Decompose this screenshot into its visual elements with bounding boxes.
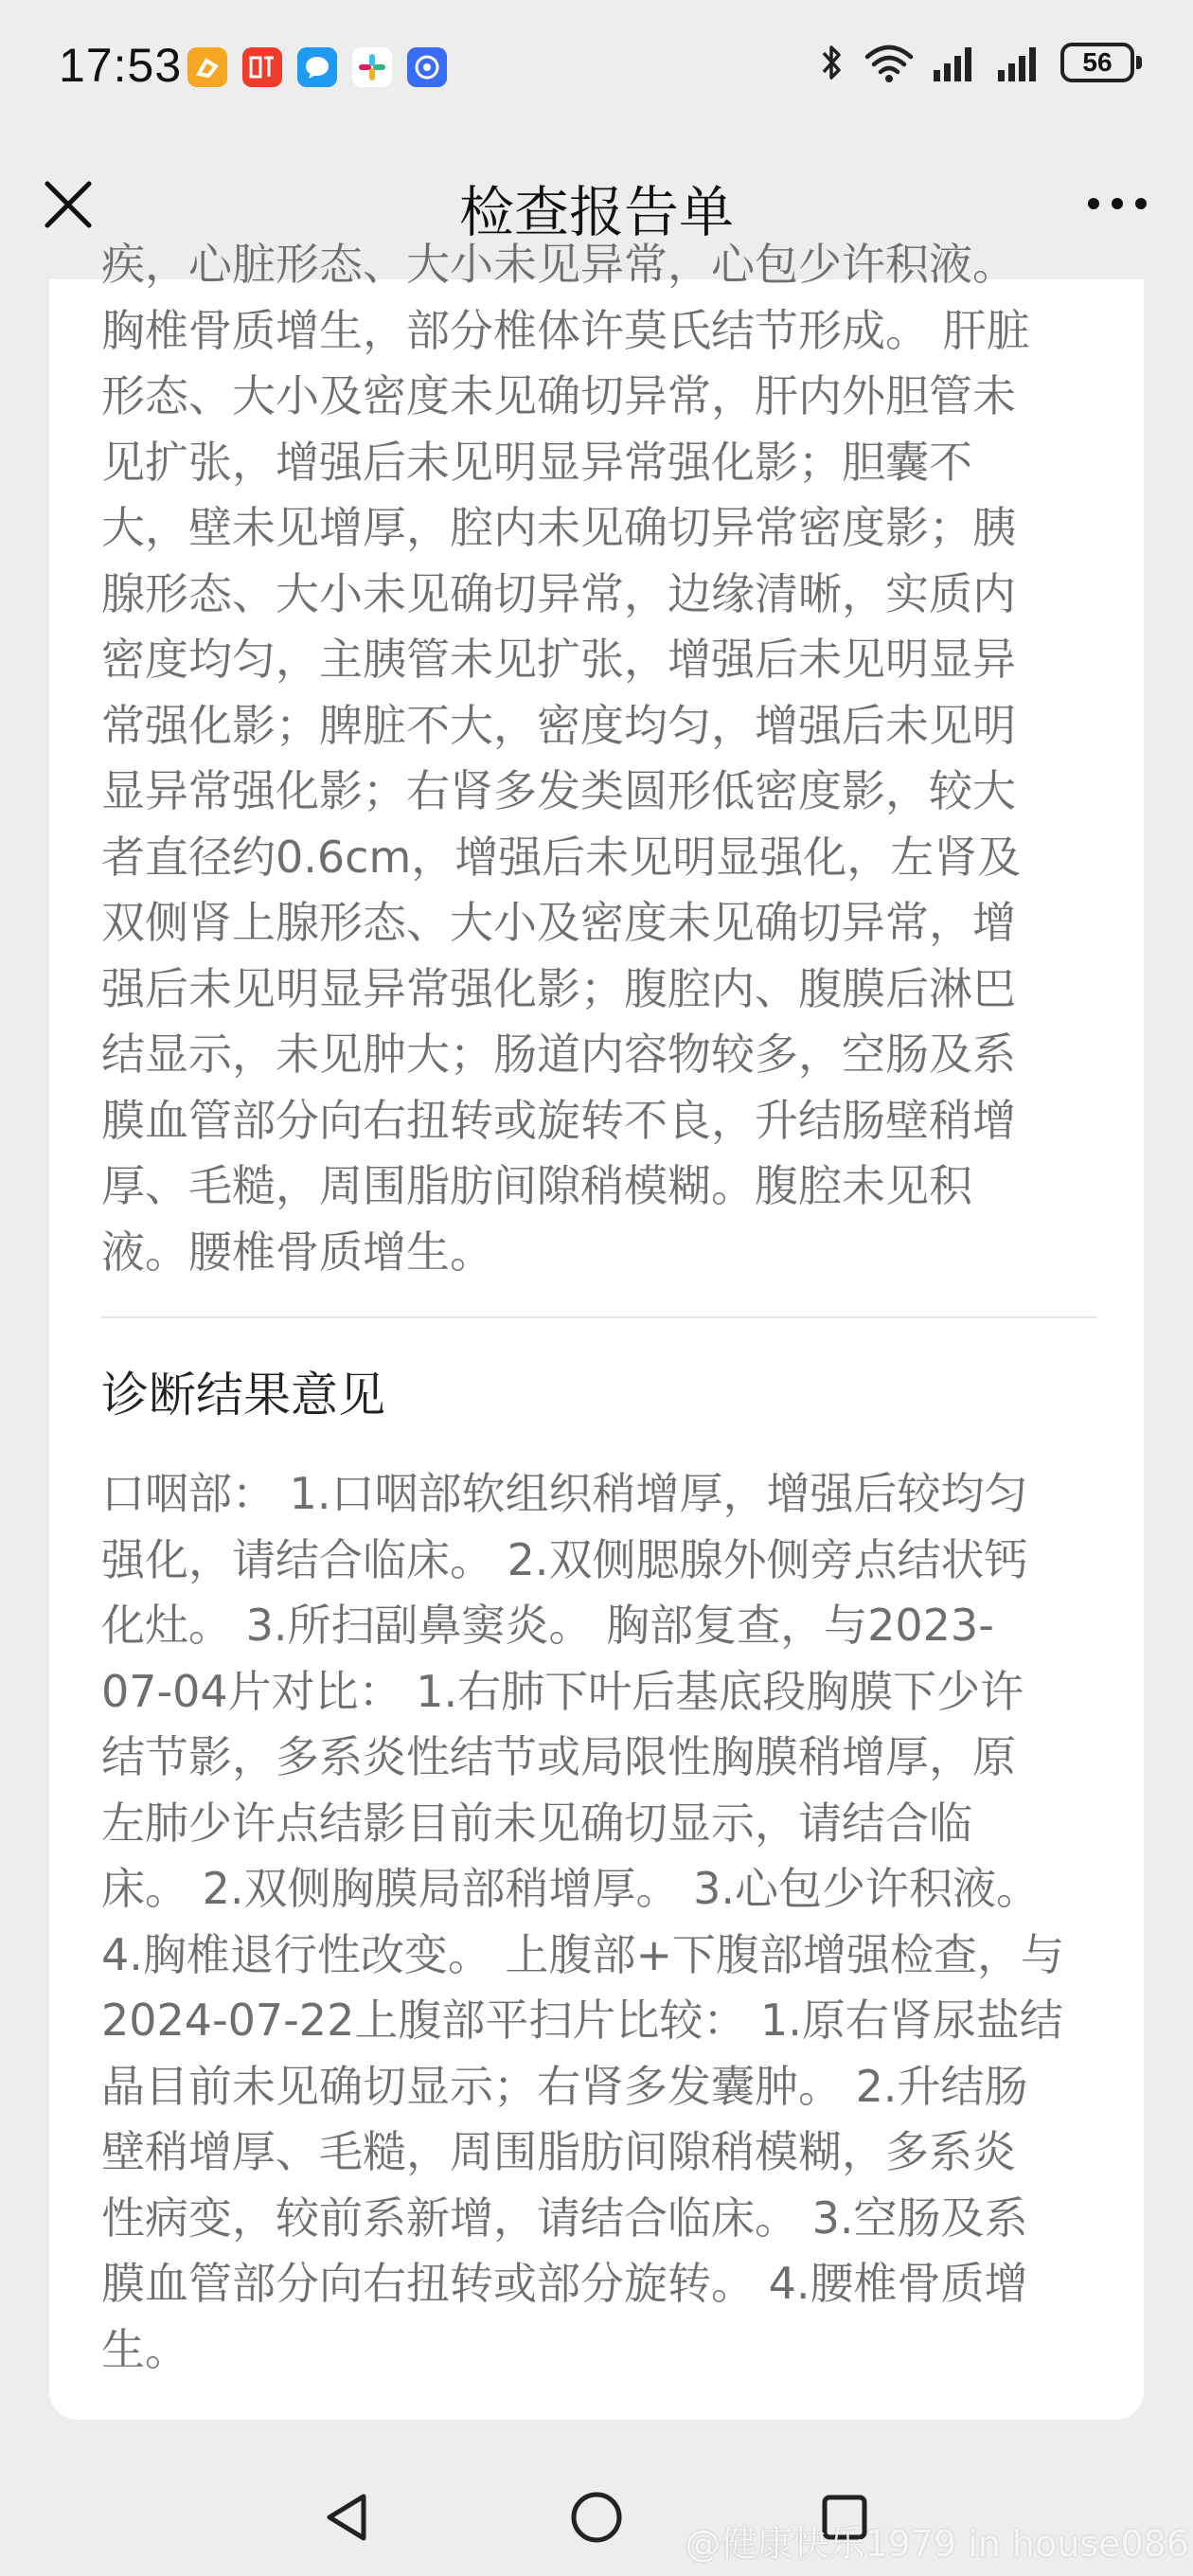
conclusion-title: 诊断结果意见 bbox=[101, 1368, 385, 1422]
status-indicators bbox=[818, 42, 1134, 83]
app-icon-blue bbox=[407, 47, 447, 87]
signal-icon-2 bbox=[996, 42, 1043, 83]
more-icon bbox=[1084, 194, 1150, 213]
app-icon-slack bbox=[352, 47, 392, 87]
back-button[interactable] bbox=[309, 2479, 384, 2555]
conclusion-text: 口咽部： 1.口咽部软组织稍增厚，增强后较均匀 强化，请结合临床。 2.双侧腮腺外侧旁点结状钙 化灶。 3.所扫副鼻窦炎。 胸部复查，与2023- 07-04片对比： 1.右肺下叶后基底段胸膜下少许 结节影，多系炎性结节或局限性胸膜稍增厚，原 左肺少许点结影目前未见确切显示，请结合临 床。 2.双侧胸膜局部稍增厚。 3.心包少许积液。 4.胸椎退行性改变。 上腹部+下腹部增强检查，与 2024-07-22上腹部平扫片比较： 1.原右肾尿盐结 晶目前未见确切显示；右肾多发囊肿。 2.升结肠 壁稍增厚、毛糙，周围脂肪间隙稍模糊，多系炎 性病变，较前系新增，请结合临床。 3.空肠及系 膜血管部分向右扭转或部分旋转。 4.腰椎骨质增 生。 bbox=[101, 1468, 1065, 2375]
back-icon bbox=[322, 2491, 371, 2544]
section-divider bbox=[101, 1316, 1097, 1318]
battery-level: 56 bbox=[1082, 47, 1113, 77]
app-icon-listen bbox=[242, 47, 282, 87]
app-icon-orange bbox=[187, 47, 227, 87]
home-button[interactable] bbox=[559, 2479, 634, 2555]
signal-icon-1 bbox=[932, 42, 979, 83]
page-title: 检查报告单 bbox=[458, 180, 734, 244]
bluetooth-icon bbox=[818, 42, 846, 83]
app-icon-chat bbox=[297, 47, 337, 87]
home-icon bbox=[570, 2491, 623, 2544]
more-options-button[interactable] bbox=[1079, 175, 1155, 232]
report-card bbox=[49, 239, 1144, 2420]
watermark: @健康快乐1979 in house086 bbox=[685, 2523, 1189, 2565]
status-bar bbox=[0, 0, 1193, 137]
notification-icons bbox=[187, 47, 447, 87]
wifi-icon bbox=[864, 42, 915, 83]
battery-tip bbox=[1136, 56, 1142, 69]
findings-text: 疾，心脏形态、大小未见异常，心包少许积液。 胸椎骨质增生，部分椎体许莫氏结节形成。 肝脏 形态、大小及密度未见确切异常，肝内外胆管未 见扩张，增强后未见明显异常强化影；胆囊不 大，壁未见增厚，腔内未见确切异常密度影；胰 腺形态、大小未见确切异常，边缘清晰，实质内 密度均匀，主胰管未见扩张，增强后未见明显异 常强化影；脾脏不大，密度均匀，增强后未见明 显异常强化影；右肾多发类圆形低密度影，较大 者直径约0.6cm，增强后未见明显强化，左肾及 双侧肾上腺形态、大小及密度未见确切异常，增 强后未见明显异常强化影；腹腔内、腹膜后淋巴 结显示，未见肿大；肠道内容物较多，空肠及系 膜血管部分向右扭转或旋转不良，升结肠壁稍增 厚、毛糙，周围脂肪间隙稍模糊。腹腔未见积 液。腰椎骨质增生。 bbox=[101, 239, 1030, 1278]
status-time: 17:53 bbox=[59, 39, 183, 92]
battery-icon bbox=[1060, 43, 1134, 82]
